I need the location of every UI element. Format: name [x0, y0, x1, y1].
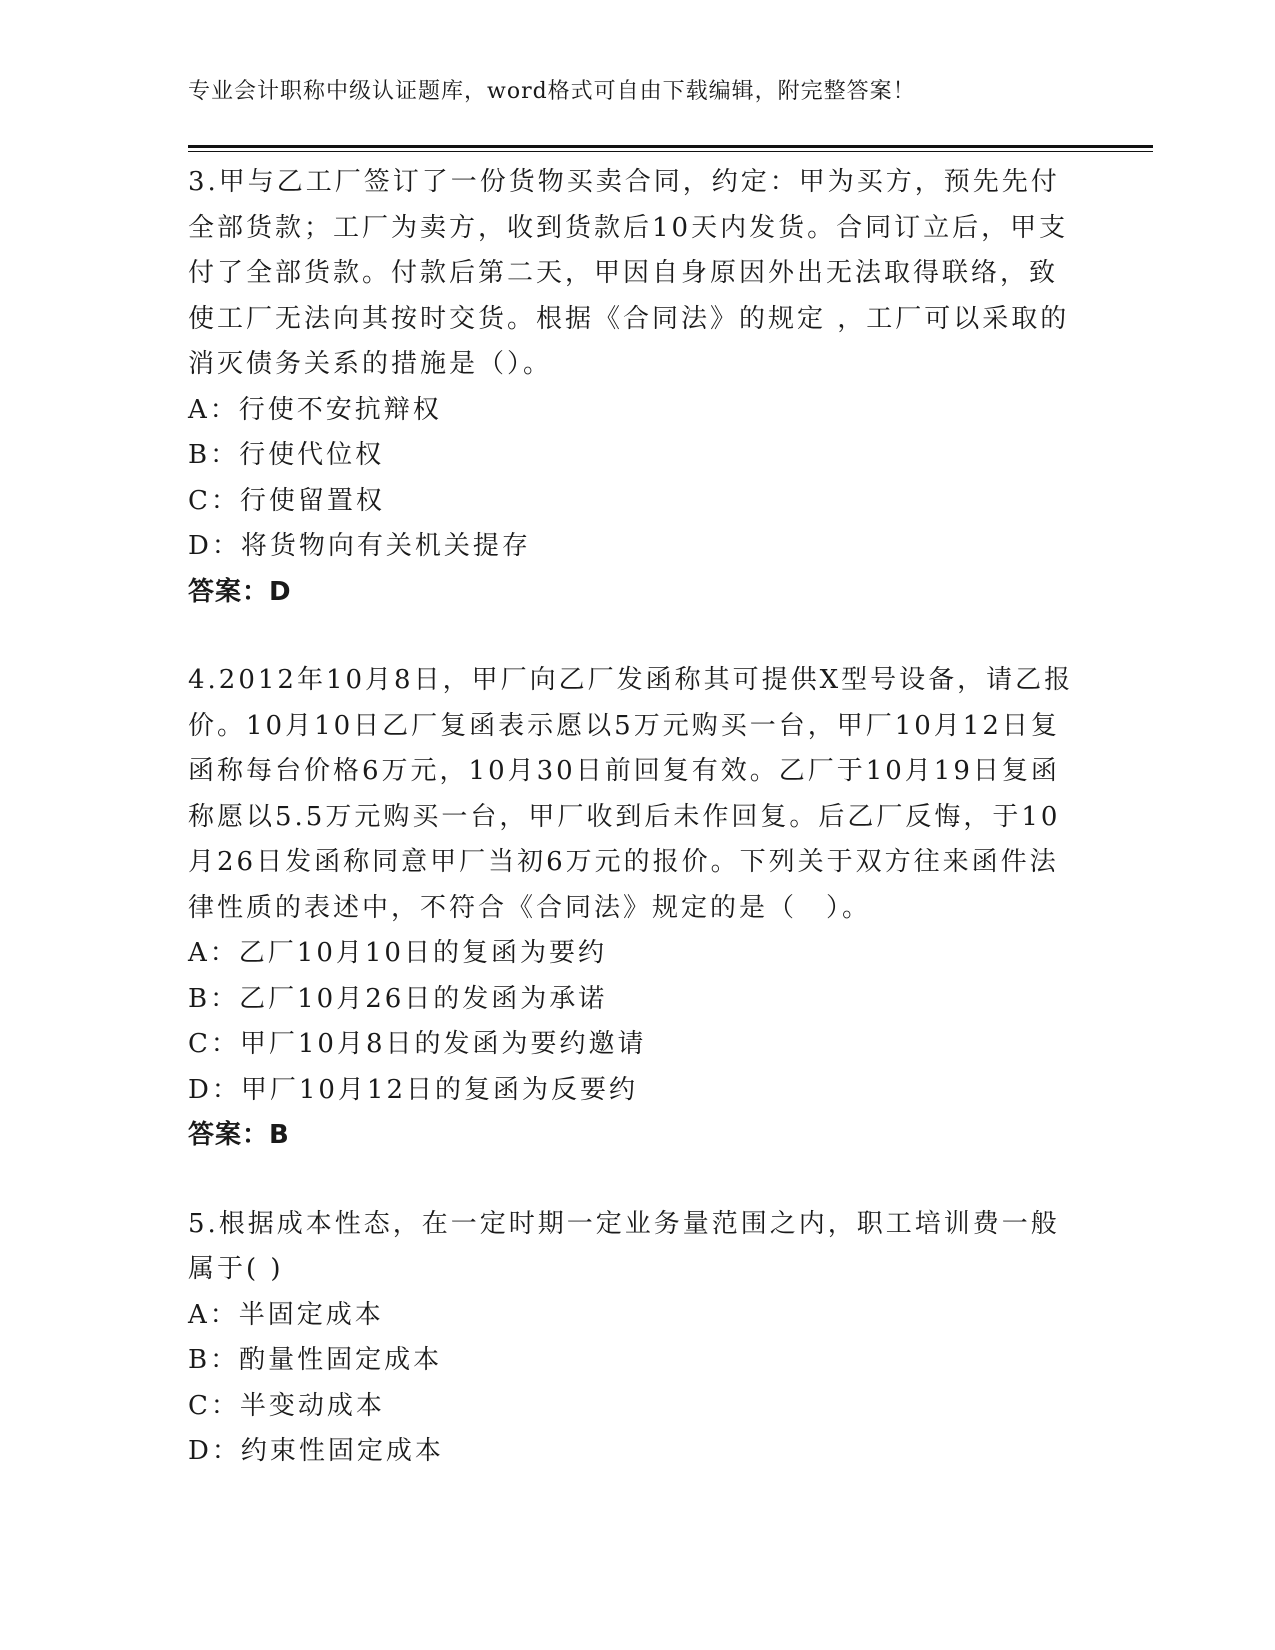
option-b: B：乙厂10月26日的发函为承诺	[188, 983, 608, 1014]
option-a: A：行使不安抗辩权	[188, 394, 442, 425]
option-c: C：甲厂10月8日的发函为要约邀请	[188, 1029, 647, 1059]
question-text-line: 月26日发函称同意甲厂当初6万元的报价。下列关于双方往来函件法	[188, 847, 1059, 877]
question-text-line: 律性质的表述中，不符合《合同法》规定的是（ ）。	[188, 892, 872, 923]
option-a: A：乙厂10月10日的复函为要约	[188, 938, 607, 968]
question-text-line: 4.2012年10月8日，甲厂向乙厂发函称其可提供X型号设备，请乙报	[188, 665, 1074, 695]
option-d: D：甲厂10月12日的复函为反要约	[188, 1074, 639, 1105]
answer: 答案：B	[188, 1120, 290, 1150]
question-3	[188, 160, 1088, 615]
header-divider-thick	[188, 145, 1153, 148]
question-text-line: 3.甲与乙工厂签订了一份货物买卖合同，约定：甲为买方，预先先付	[188, 167, 1060, 197]
question-5	[188, 1202, 1088, 1475]
question-text-line: 全部货款；工厂为卖方，收到货款后10天内发货。合同订立后，甲支	[188, 212, 1069, 243]
question-text-line: 使工厂无法向其按时交货。根据《合同法》的规定 ，工厂可以采取的	[188, 303, 1070, 334]
question-text-line: 消灭债务关系的措施是（）。	[188, 349, 553, 379]
question-list	[188, 160, 1088, 1475]
question-text-line: 称愿以5.5万元购买一台，甲厂收到后未作回复。后乙厂反悔，于10	[188, 801, 1061, 832]
option-c: C：行使留置权	[188, 485, 385, 516]
question-4	[188, 658, 1088, 1159]
option-b: B：酌量性固定成本	[188, 1345, 443, 1375]
header-divider-thin	[188, 151, 1153, 152]
option-b: B：行使代位权	[188, 440, 385, 470]
option-c: C：半变动成本	[188, 1390, 385, 1421]
question-text-line: 付了全部货款。付款后第二天，甲因自身原因外出无法取得联络，致	[188, 258, 1059, 288]
question-text-line: 属于( )	[188, 1254, 284, 1284]
option-a: A：半固定成本	[188, 1299, 384, 1330]
question-text-line: 价。10月10日乙厂复函表示愿以5万元购买一台，甲厂10月12日复	[188, 710, 1060, 741]
question-text-line: 5.根据成本性态，在一定时期一定业务量范围之内，职工培训费一般	[188, 1208, 1060, 1239]
answer: 答案：D	[188, 576, 292, 607]
option-d: D：约束性固定成本	[188, 1436, 444, 1466]
question-text-line: 函称每台价格6万元，10月30日前回复有效。乙厂于10月19日复函	[188, 756, 1060, 786]
page-header: 专业会计职称中级认证题库，word格式可自由下载编辑，附完整答案！	[188, 79, 916, 104]
option-d: D：将货物向有关机关提存	[188, 531, 531, 561]
